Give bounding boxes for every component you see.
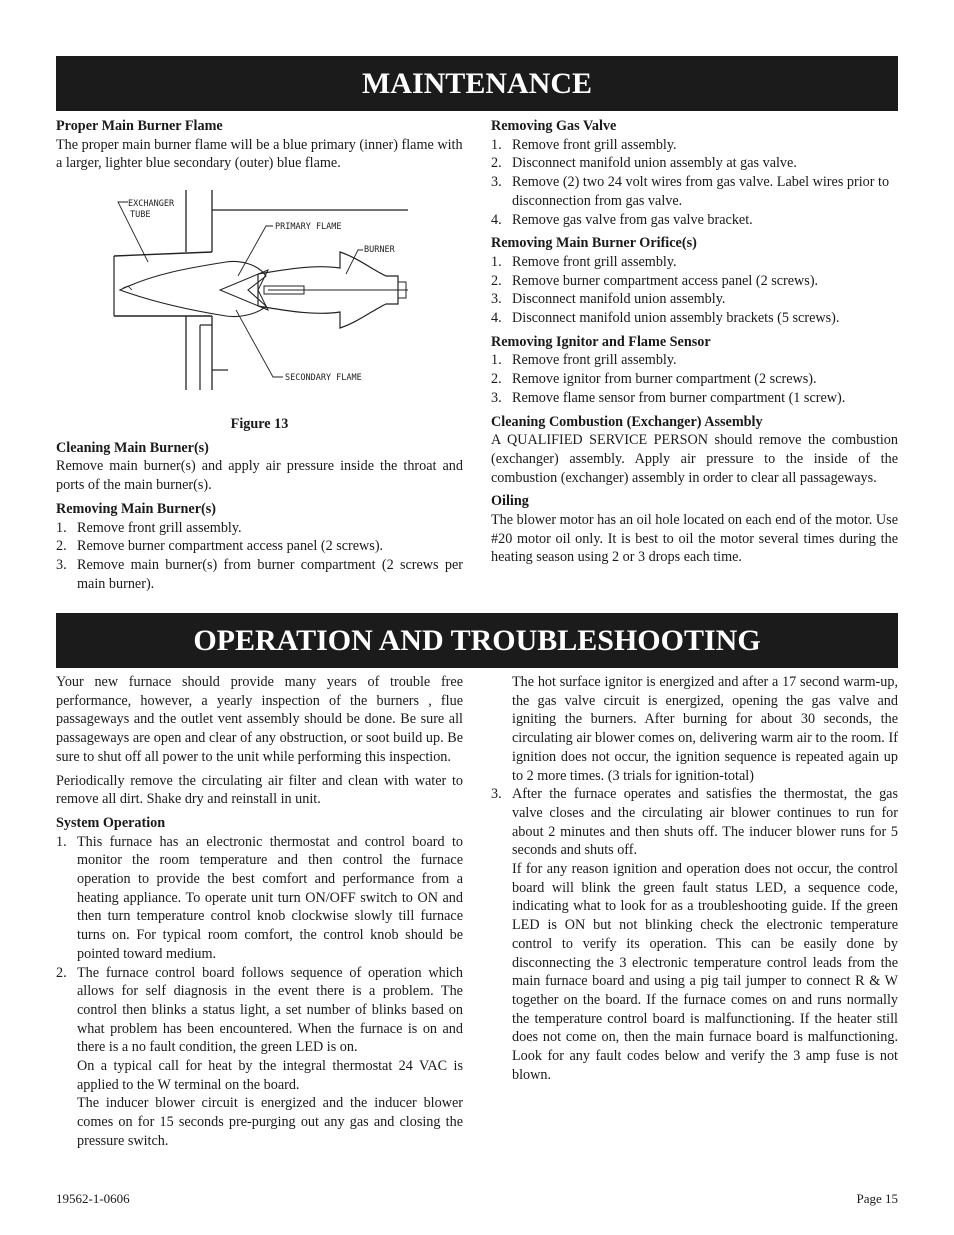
- exchanger-text: A QUALIFIED SERVICE PERSON should remove the combustion (exchanger) assembly. Apply air pressure to the inside of the combustion (exchanger) assembly in order to clear all passageways.: [491, 432, 898, 486]
- system-operation-heading: System Operation: [56, 814, 166, 831]
- list-item: The hot surface ignitor is energized and after a 17 second warm-up, the gas valve circuit is energized, opening the gas valve and igniting the burners. After burning for about 30 seconds, the circulating air blower comes on, delivering warm air to the room. If ignition does not occur, the ignition sequence is repeated again up to 2 more times. (3 trials for ignition-total): [512, 674, 898, 784]
- removing-burner-heading: Removing Main Burner(s): [56, 500, 216, 517]
- system-operation-list: [56, 833, 463, 1151]
- orifice-heading: Removing Main Burner Orifice(s): [491, 235, 697, 252]
- list-item: 1. Remove front grill assembly.: [56, 519, 242, 536]
- flame-heading: Proper Main Burner Flame: [56, 118, 223, 134]
- operation-title: OPERATION AND TROUBLESHOOTING: [193, 624, 761, 657]
- filter-paragraph: Periodically remove the circulating air filter and clean with water to remove all dirt. Shake dry and reinstall in unit.: [56, 772, 463, 808]
- burner-flame-figure: [108, 190, 408, 390]
- exchanger-heading: Cleaning Combustion (Exchanger) Assembly: [491, 413, 763, 430]
- list-item: 1. This furnace has an electronic thermostat and control board to monitor the room temperature and then control the furnace operation to provide the best comfort and performance from a heating appliance. To operate unit turn ON/OFF switch to ON and then turn temperature control knob clockwise slowly till furnace turns on. For typical room comfort, the control knob should be pointed toward medium.: [56, 833, 463, 962]
- maintenance-left-lower: [56, 415, 463, 593]
- flame-text: The proper main burner flame will be a blue primary (inner) flame with a larger, lighter blue secondary (outer) blue flame.: [56, 136, 463, 172]
- list-item: 3. Remove main burner(s) from burner compartment (2 screws per main burner).: [56, 556, 463, 592]
- oiling-heading: Oiling: [491, 493, 529, 510]
- ignitor-heading: Removing Ignitor and Flame Sensor: [491, 333, 711, 350]
- ignitor-list: [491, 351, 898, 407]
- maintenance-banner: [56, 56, 898, 111]
- list-item: 3. Remove flame sensor from burner compartment (1 screw).: [491, 389, 846, 406]
- figure-caption: Figure 13: [230, 416, 289, 432]
- maintenance-title: MAINTENANCE: [361, 67, 592, 100]
- operation-banner: [56, 613, 898, 668]
- removing-burner-list: [56, 519, 463, 594]
- label-burner: BURNER: [364, 245, 395, 255]
- maintenance-right-column: [491, 117, 898, 567]
- page-number: Page 15: [856, 1191, 898, 1206]
- list-item: 4. Remove gas valve from gas valve bracket.: [491, 211, 753, 228]
- cleaning-heading: Cleaning Main Burner(s): [56, 439, 209, 456]
- list-item: 3. Remove (2) two 24 volt wires from gas valve. Label wires prior to disconnection from gas valve.: [491, 174, 890, 209]
- list-item: 1. Remove front grill assembly.: [491, 253, 677, 270]
- list-item: 4. Disconnect manifold union assembly brackets (5 screws).: [491, 310, 840, 327]
- maintenance-left-column: [56, 117, 463, 173]
- label-primary-flame: PRIMARY FLAME: [275, 222, 342, 232]
- oiling-text: The blower motor has an oil hole located on each end of the motor. Use #20 motor oil only. It is best to oil the motor several times during the heating season using 2 or 3 drops each time.: [491, 512, 898, 566]
- list-item: 2. Disconnect manifold union assembly at gas valve.: [491, 155, 797, 172]
- orifice-list: [491, 253, 898, 328]
- list-item: 1. Remove front grill assembly.: [491, 352, 677, 369]
- gas-valve-list: [491, 136, 898, 230]
- list-item: 1. Remove front grill assembly.: [491, 136, 677, 153]
- label-tube: TUBE: [130, 210, 151, 220]
- operation-left-column: [56, 673, 463, 1151]
- document-number: 19562-1-0606: [56, 1191, 130, 1206]
- list-item: 3. After the furnace operates and satisfies the thermostat, the gas valve closes and the circulating air blower continues to run for about 2 minutes and then shuts off. The inducer blower runs for 5 seconds and shuts off. If for any reason ignition and operation does not occur, the control board will blink the green fault status LED, a sequence code, indicating what to look for as a troubleshooting guide. If the green LED is ON but not blinking check the electronic temperature control to verify its operation. This can be easily done by disconnecting the 3 electronic temperature control leads from the main furnace board and using a pig tail jumper to connect R & W together on the board. If the furnace comes on and runs normally the temperature control board is malfunctioning. If the heater still does not come on, then the main furnace board is malfunctioning. Look for any fault codes below and verify the 3 amp fuse is not blown.: [491, 786, 898, 1083]
- intro-paragraph: Your new furnace should provide many years of trouble free performance, however, a yearly inspection of the burners , flue passageways and the outlet vent assembly should be done. Be sure all passageways are open and clear of any obstruction, or soot build up. Be sure to shut off all power to the unit while performing this inspection.: [56, 674, 463, 765]
- list-item: 2. The furnace control board follows sequence of operation which allows for self diagnosis in the event there is a problem. The control then blinks a status light, a set number of blinks based on what problem has been encountered. When the furnace is on and there is a no fault condition, the green LED is on. On a typical call for heat by the integral thermostat 24 VAC is applied to the W terminal on the board. The inducer blower circuit is energized and the inducer blower comes on for 15 seconds pre-purging out any gas and closing the pressure switch.: [56, 964, 463, 1149]
- list-item: 2. Remove ignitor from burner compartment (2 screws).: [491, 371, 817, 388]
- cleaning-text: Remove main burner(s) and apply air pressure inside the throat and ports of the main burner(s).: [56, 458, 463, 494]
- system-operation-list-cont: [491, 673, 898, 1084]
- list-item: 2. Remove burner compartment access panel (2 screws).: [491, 272, 819, 289]
- list-item: 2. Remove burner compartment access panel (2 screws).: [56, 538, 384, 555]
- gas-valve-heading: Removing Gas Valve: [491, 118, 617, 134]
- label-secondary-flame: SECONDARY FLAME: [285, 373, 362, 383]
- operation-right-column: [491, 673, 898, 1084]
- list-item: 3. Disconnect manifold union assembly.: [491, 291, 726, 308]
- label-exchanger: EXCHANGER: [128, 199, 175, 209]
